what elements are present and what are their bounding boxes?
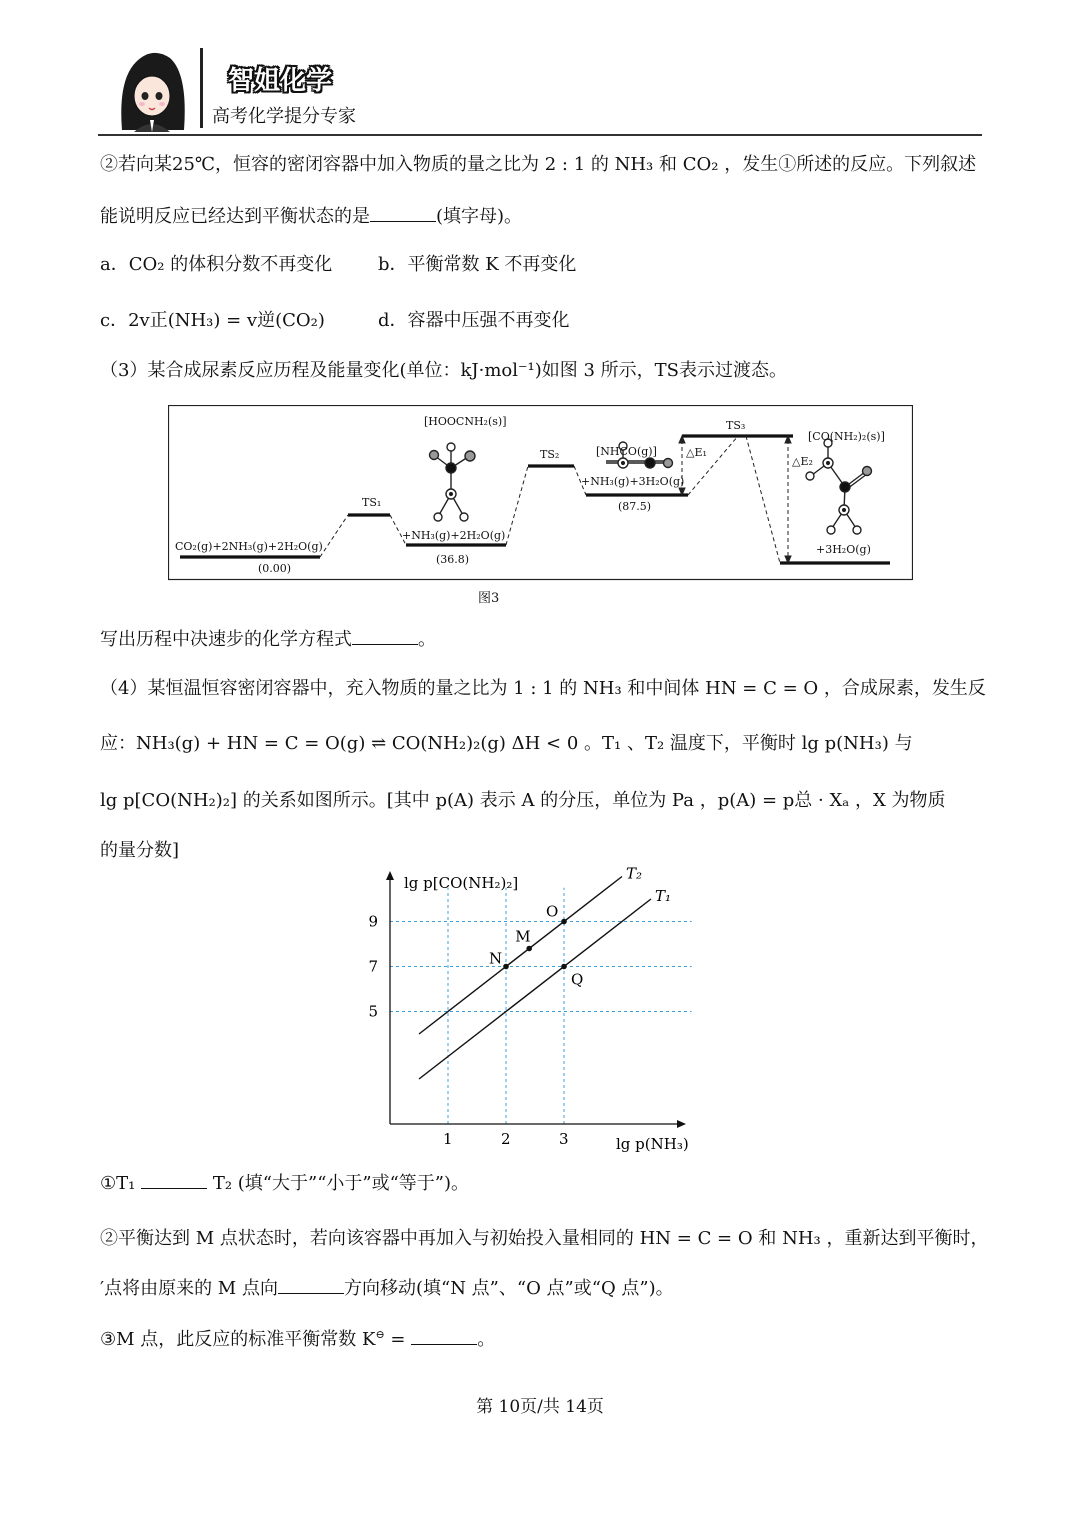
series-label-1: T₁	[655, 887, 672, 905]
label-ts3: TS₃	[726, 419, 746, 432]
value-int1: (36.8)	[436, 553, 470, 566]
energy-profile-diagram	[168, 405, 913, 581]
point-label-N: N	[489, 949, 503, 968]
q4-sub1-text: ①T₁	[100, 1173, 136, 1194]
lg-p-chart	[360, 866, 710, 1154]
x-tick-label: 2	[501, 1130, 511, 1148]
answer-blank[interactable]	[278, 1275, 344, 1294]
q2-line2-tail: (填字母)。	[436, 206, 523, 227]
y-tick-label: 5	[368, 1002, 378, 1021]
q2-option-a: a．CO₂ 的体积分数不再变化	[100, 254, 333, 275]
answer-blank[interactable]	[370, 203, 436, 222]
label-delta-e2: △E₂	[792, 455, 813, 468]
label-ts2: TS₂	[540, 448, 560, 461]
q4-line2: 应：NH₃(g) + HN = C = O(g) ⇌ CO(NH₂)₂(g) ΔH < 0 。T₁ 、T₂ 温度下，平衡时 lg p(NH₃) 与	[100, 733, 913, 754]
q3-ask	[100, 626, 436, 653]
point-N	[503, 964, 509, 970]
answer-blank[interactable]	[352, 626, 418, 645]
y-tick-label: 7	[368, 957, 378, 976]
label-delta-e1: △E₁	[686, 446, 707, 459]
q2-option-c: c．2v正(NH₃) = v逆(CO₂)	[100, 310, 325, 331]
label-int1-top: [HOOCNH₂(s)]	[424, 415, 507, 428]
q4-sub3	[100, 1322, 495, 1353]
q4-sub3-tail: 。	[477, 1329, 496, 1350]
value-start: (0.00)	[258, 562, 292, 575]
q4-sub2-tail: 方向移动(填“N 点”、“O 点”或“Q 点”)。	[343, 1278, 674, 1299]
answer-blank[interactable]	[141, 1170, 207, 1189]
q4-line1: （4）某恒温恒容密闭容器中，充入物质的量之比为 1 : 1 的 NH₃ 和中间体 HN = C = O ，合成尿素，发生反	[100, 678, 986, 699]
point-label-O: O	[546, 902, 559, 921]
x-tick-label: 3	[559, 1130, 569, 1148]
x-tick-label: 1	[443, 1130, 453, 1148]
point-Q	[561, 964, 567, 970]
label-product: +3H₂O(g)	[816, 543, 871, 556]
label-start: CO₂(g)+2NH₃(g)+2H₂O(g)	[175, 540, 323, 553]
q4-line3: lg p[CO(NH₂)₂] 的关系如图所示。[其中 p(A) 表示 A 的分压，单位为 Pa ，p(A) = p总 · Xₐ ，X 为物质	[100, 790, 946, 811]
q4-sub2-line1: ②平衡达到 M 点状态时，若向该容器中再加入与初始投入量相同的 HN = C = O 和 NH₃ ，重新达到平衡时，	[100, 1228, 989, 1249]
point-M	[526, 946, 532, 952]
q3-ask-text: 写出历程中决速步的化学方程式	[100, 629, 352, 650]
label-product-top: [CO(NH₂)₂(s)]	[808, 430, 885, 443]
q3-ask-tail: 。	[418, 629, 436, 650]
label-int2-top: [NHCO(g)]	[596, 445, 657, 458]
q4-sub1-tail: T₂ (填“大于”“小于”或“等于”)。	[212, 1173, 470, 1194]
figure-3-caption: 图3	[478, 591, 500, 606]
q4-sub1	[100, 1170, 469, 1197]
header-divider	[200, 48, 203, 128]
q4-sub2-text: ′点将由原来的 M 点向	[100, 1278, 278, 1299]
q4-sub3-eq: =	[384, 1329, 412, 1350]
q4-line4: 的量分数]	[100, 840, 180, 861]
q2-line1: ②若向某25℃，恒容的密闭容器中加入物质的量之比为 2 : 1 的 NH₃ 和 CO₂ ，发生①所述的反应。下列叙述	[100, 154, 977, 175]
q4-sub3-text: ③M 点，此反应的标准平衡常数 K	[100, 1329, 376, 1350]
diagram-frame	[169, 406, 913, 580]
q3-intro: （3）某合成尿素反应历程及能量变化(单位：kJ·mol⁻¹)如图 3 所示，TS表示过渡态。	[100, 360, 787, 381]
series-line-0	[419, 877, 622, 1035]
q2-line2-text: 能说明反应已经达到平衡状态的是	[100, 206, 370, 227]
point-O	[561, 919, 567, 925]
series-line-1	[419, 899, 651, 1079]
q2-option-d: d．容器中压强不再变化	[378, 310, 570, 331]
page-footer: 第 10页/共 14页	[476, 1397, 604, 1417]
brand-name: 智姐化学	[228, 66, 333, 96]
value-int2: (87.5)	[618, 500, 652, 513]
q2-line2	[100, 203, 522, 230]
q4-sub2-line2	[100, 1275, 674, 1302]
point-label-Q: Q	[571, 970, 584, 989]
q2-option-b: b．平衡常数 K 不再变化	[378, 254, 577, 275]
series-label-0: T₂	[626, 866, 643, 883]
label-ts1: TS₁	[362, 496, 382, 509]
q4-sub3-sup: ⊖	[375, 1328, 385, 1341]
y-axis-label: lg p[CO(NH₂)₂]	[404, 874, 519, 892]
label-int2: +NH₃(g)+3H₂O(g)	[581, 475, 685, 488]
header-rule	[98, 134, 982, 136]
y-tick-label: 9	[368, 912, 378, 931]
answer-blank[interactable]	[411, 1326, 477, 1345]
avatar	[112, 40, 192, 132]
x-axis-label: lg p(NH₃)	[616, 1135, 689, 1153]
label-int1: +NH₃(g)+2H₂O(g)	[402, 529, 506, 542]
point-label-M: M	[515, 927, 531, 946]
brand-tagline: 高考化学提分专家	[212, 106, 356, 127]
y-axis-arrow-icon	[386, 871, 394, 880]
x-axis-arrow-icon	[677, 1120, 686, 1128]
